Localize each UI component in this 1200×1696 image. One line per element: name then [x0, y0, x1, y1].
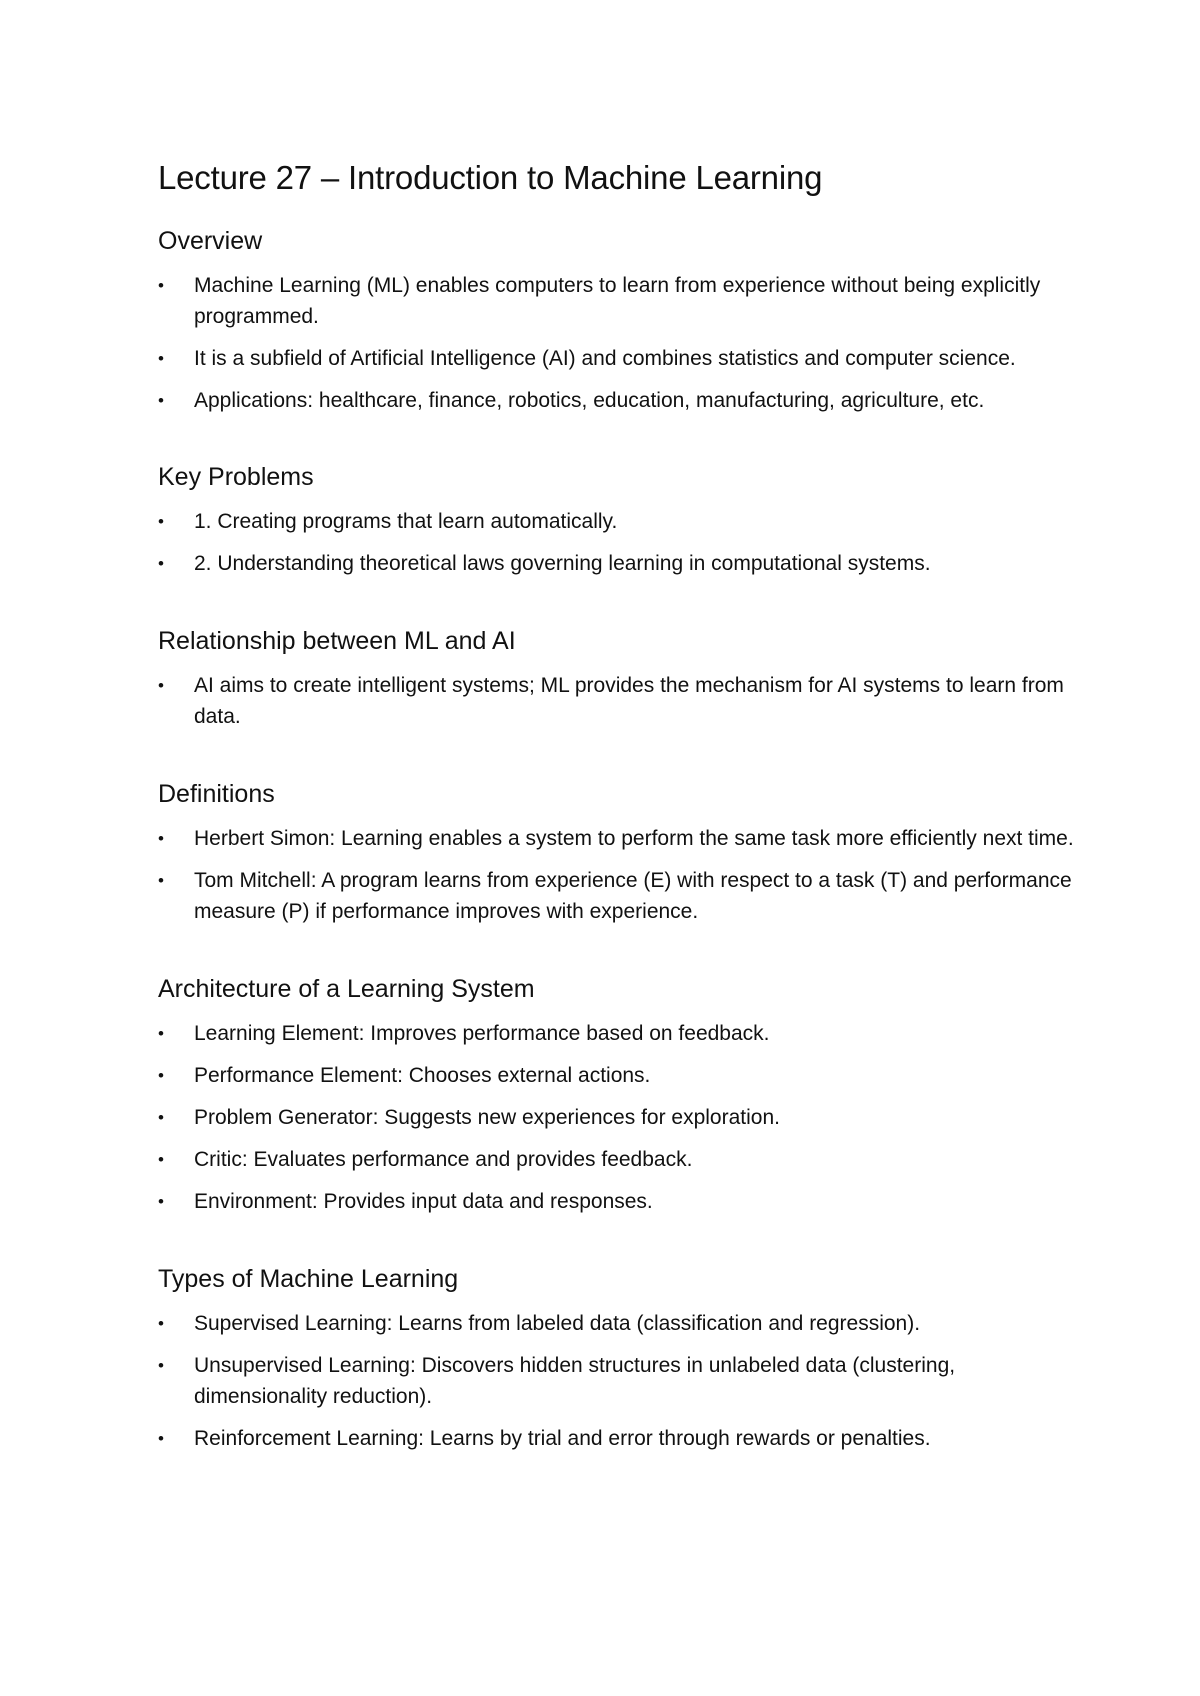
document-title: Lecture 27 – Introduction to Machine Learning: [158, 159, 823, 196]
bullet-list-relationship: [158, 670, 1080, 732]
list-item: [158, 270, 1074, 332]
bullet-list-overview: [158, 270, 1080, 416]
section-heading-architecture: Architecture of a Learning System: [158, 974, 535, 1003]
bullet-list-definitions: [158, 823, 1080, 927]
bullet-icon: •: [158, 675, 164, 695]
list-item-text: Machine Learning (ML) enables computers to learn from experience without being explicitly programmed.: [194, 273, 1041, 328]
list-item-text: Environment: Provides input data and responses.: [194, 1189, 653, 1213]
bullet-icon: •: [158, 870, 164, 890]
list-item-text: Critic: Evaluates performance and provides feedback.: [194, 1147, 693, 1171]
section-heading-key-problems: Key Problems: [158, 462, 314, 491]
section-spacer: [158, 938, 1080, 974]
list-item: [158, 1186, 1074, 1217]
list-item-text: Herbert Simon: Learning enables a system to perform the same task more efficiently next time.: [194, 826, 1074, 850]
bullet-icon: •: [158, 553, 164, 573]
list-item-text: Reinforcement Learning: Learns by trial and error through rewards or penalties.: [194, 1426, 931, 1450]
list-item-text: Unsupervised Learning: Discovers hidden structures in unlabeled data (clustering, dimensionality reduction).: [194, 1353, 956, 1408]
bullet-icon: •: [158, 1191, 164, 1211]
list-item: [158, 1350, 1074, 1412]
section-spacer: [158, 427, 1080, 462]
section-definitions: [158, 779, 1080, 927]
list-item: [158, 670, 1074, 732]
list-item: [158, 1102, 1074, 1133]
section-spacer: [158, 743, 1080, 779]
bullet-list-types: [158, 1308, 1080, 1454]
bullet-list-key-problems: [158, 506, 1080, 579]
section-architecture: [158, 974, 1080, 1217]
list-item: [158, 1018, 1074, 1049]
list-item: [158, 548, 1074, 579]
list-item-text: Learning Element: Improves performance based on feedback.: [194, 1021, 770, 1045]
bullet-icon: •: [158, 1355, 164, 1375]
bullet-icon: •: [158, 1313, 164, 1333]
section-key-problems: [158, 462, 1080, 579]
bullet-list-architecture: [158, 1018, 1080, 1217]
list-item-text: 2. Understanding theoretical laws governing learning in computational systems.: [194, 551, 931, 575]
list-item-text: Tom Mitchell: A program learns from experience (E) with respect to a task (T) and performance measure (P) if performance improves with experience.: [194, 868, 1072, 923]
list-item-text: Applications: healthcare, finance, robotics, education, manufacturing, agriculture, etc.: [194, 388, 985, 412]
list-item: [158, 506, 1074, 537]
bullet-icon: •: [158, 1149, 164, 1169]
bullet-icon: •: [158, 828, 164, 848]
bullet-icon: •: [158, 348, 164, 368]
section-heading-overview: Overview: [158, 226, 263, 255]
list-item: [158, 1423, 1074, 1454]
section-heading-relationship: Relationship between ML and AI: [158, 626, 516, 655]
bullet-icon: •: [158, 1428, 164, 1448]
section-relationship: [158, 626, 1080, 732]
section-heading-types: Types of Machine Learning: [158, 1264, 459, 1293]
bullet-icon: •: [158, 1065, 164, 1085]
list-item-text: 1. Creating programs that learn automatically.: [194, 509, 618, 533]
list-item: [158, 343, 1074, 374]
section-overview: [158, 226, 1080, 416]
list-item: [158, 1060, 1074, 1091]
list-item-text: Problem Generator: Suggests new experiences for exploration.: [194, 1105, 780, 1129]
section-spacer: [158, 590, 1080, 626]
section-heading-definitions: Definitions: [158, 779, 275, 808]
list-item: [158, 1308, 1074, 1339]
bullet-icon: •: [158, 1107, 164, 1127]
bullet-icon: •: [158, 275, 164, 295]
list-item-text: Performance Element: Chooses external actions.: [194, 1063, 651, 1087]
list-item: [158, 865, 1074, 927]
bullet-icon: •: [158, 511, 164, 531]
bullet-icon: •: [158, 390, 164, 410]
list-item-text: AI aims to create intelligent systems; ML provides the mechanism for AI systems to learn from data.: [194, 673, 1064, 728]
section-types: [158, 1264, 1080, 1454]
list-item: [158, 1144, 1074, 1175]
list-item: [158, 385, 1074, 416]
section-spacer: [158, 1228, 1080, 1264]
list-item-text: It is a subfield of Artificial Intelligence (AI) and combines statistics and computer science.: [194, 346, 1016, 370]
list-item: [158, 823, 1074, 854]
bullet-icon: •: [158, 1023, 164, 1043]
list-item-text: Supervised Learning: Learns from labeled data (classification and regression).: [194, 1311, 921, 1335]
